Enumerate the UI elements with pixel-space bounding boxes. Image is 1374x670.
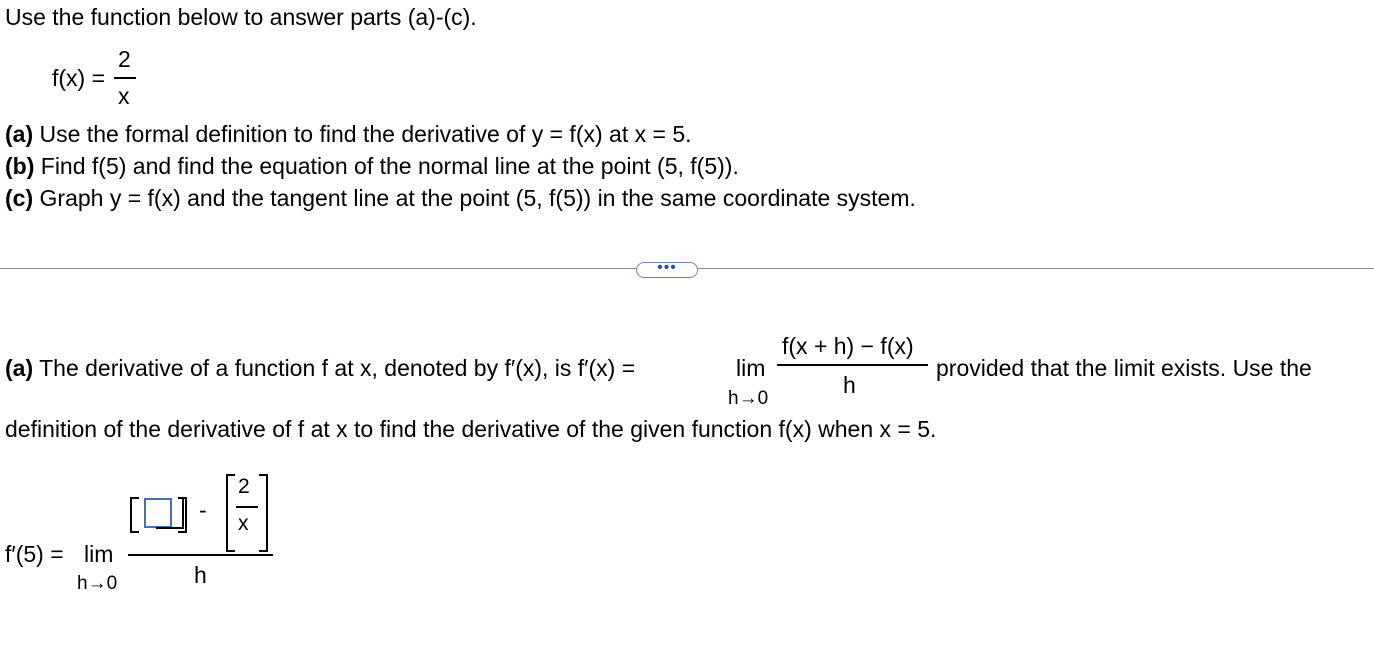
two-over-x-right-bracket	[259, 474, 268, 552]
eq-denominator: h	[194, 562, 207, 588]
eq-lim-subscript: h→0	[77, 573, 118, 594]
answer-intro-line1-end: provided that the limit exists. Use the	[936, 355, 1312, 381]
answer-box-left-bracket	[130, 497, 139, 533]
function-numerator: 2	[118, 46, 131, 72]
bracket-numerator: 2	[238, 475, 250, 498]
eq-fraction-bar	[128, 554, 273, 556]
part-b: (b) Find f(5) and find the equation of the normal line at the point (5, f(5)).	[5, 153, 739, 179]
bracket-denominator: x	[238, 512, 249, 535]
two-over-x-left-bracket	[226, 474, 235, 552]
expand-more-button[interactable]: •••	[636, 262, 698, 278]
definition-denominator: h	[843, 372, 856, 398]
part-a: (a) Use the formal definition to find the derivative of y = f(x) at x = 5.	[5, 121, 692, 147]
f-prime-5-lhs: f′(5) =	[5, 541, 64, 567]
function-denominator: x	[118, 83, 130, 109]
eq-lim: lim	[84, 541, 114, 567]
intro-text: Use the function below to answer parts (a)-(c).	[5, 4, 477, 30]
answer-box-right-bracket	[178, 497, 187, 533]
answer-intro-line2: definition of the derivative of f at x to find the derivative of the given function f(x) when x = 5.	[5, 416, 937, 442]
bracket-fraction-bar	[236, 506, 258, 508]
definition-lim-subscript: h→0	[728, 388, 769, 409]
definition-fraction-bar	[777, 364, 928, 366]
minus-sign: -	[199, 497, 207, 523]
function-fraction-bar	[114, 77, 136, 79]
answer-intro-line1: (a) The derivative of a function f at x, denoted by f′(x), is f′(x) =	[5, 355, 636, 381]
definition-numerator: f(x + h) − f(x)	[782, 333, 914, 359]
definition-lim: lim	[736, 355, 766, 381]
function-lhs: f(x) =	[52, 65, 106, 91]
part-c: (c) Graph y = f(x) and the tangent line at the point (5, f(5)) in the same coordinate system.	[5, 185, 916, 211]
